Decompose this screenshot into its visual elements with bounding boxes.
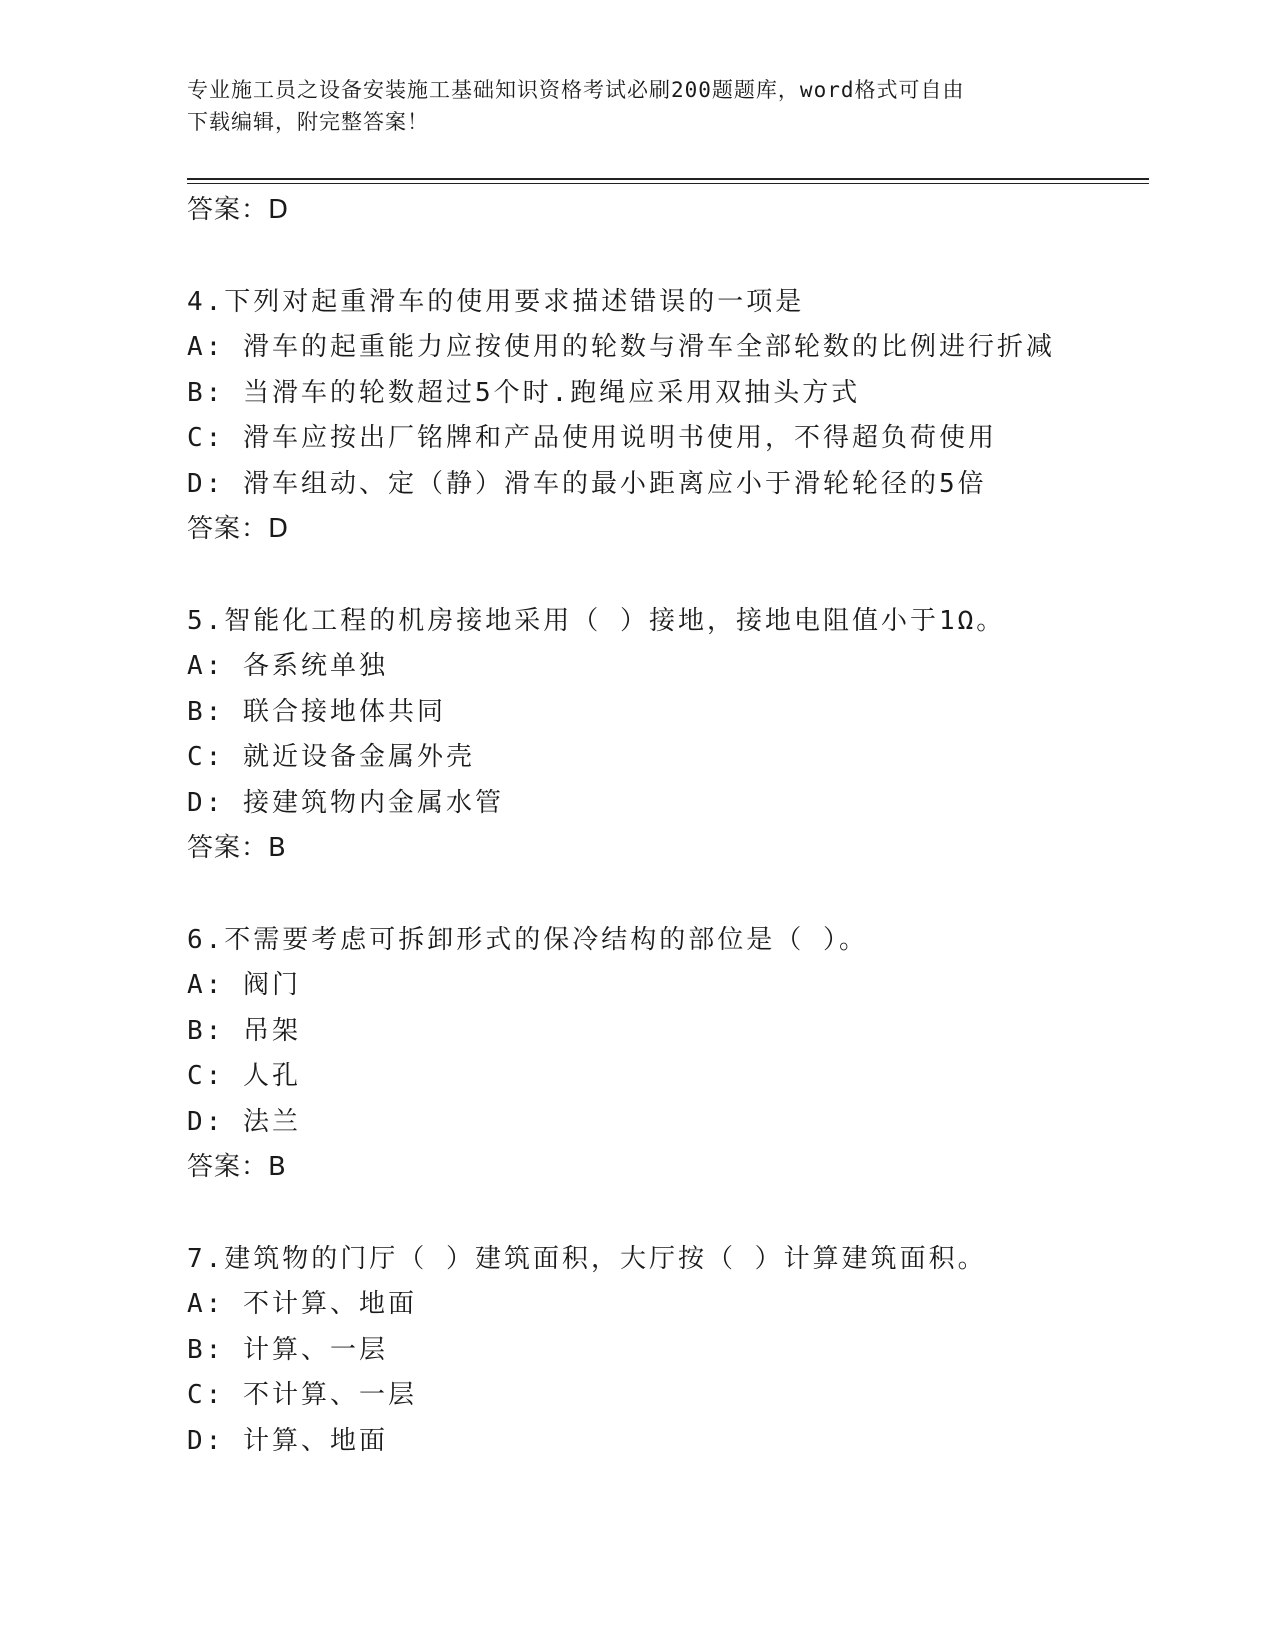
header-divider-thin — [187, 183, 1149, 184]
spacer — [187, 872, 1147, 918]
question-stem: 5.智能化工程的机房接地采用（ ）接地，接地电阻值小于1Ω。 — [187, 605, 1006, 636]
question-answer: 答案：B — [187, 833, 287, 863]
option-d: D: 滑车组动、定（静）滑车的最小距离应小于滑轮轮径的5倍 — [187, 468, 987, 499]
spacer — [187, 1191, 1147, 1237]
header-line-2: 下载编辑，附完整答案！ — [187, 110, 429, 134]
question-answer: 答案：D — [187, 514, 290, 544]
header-line-1: 专业施工员之设备安装施工基础知识资格考试必刷200题题库，word格式可自由 — [187, 78, 965, 102]
question-7 — [187, 1237, 1147, 1465]
option-c: C: 滑车应按出厂铭牌和产品使用说明书使用，不得超负荷使用 — [187, 423, 997, 453]
option-b: B: 计算、一层 — [187, 1334, 388, 1365]
option-c: C: 就近设备金属外壳 — [187, 742, 475, 772]
spacer — [187, 553, 1147, 599]
question-4 — [187, 280, 1147, 553]
option-d: D: 计算、地面 — [187, 1425, 388, 1456]
spacer — [187, 234, 1147, 280]
question-5 — [187, 599, 1147, 872]
question-stem: 6.不需要考虑可拆卸形式的保冷结构的部位是（ ）。 — [187, 924, 868, 955]
question-6 — [187, 918, 1147, 1191]
header-divider-thick — [187, 178, 1149, 180]
option-a: A: 不计算、地面 — [187, 1289, 417, 1319]
option-a: A: 阀门 — [187, 970, 301, 1000]
option-a: A: 滑车的起重能力应按使用的轮数与滑车全部轮数的比例进行折减 — [187, 332, 1055, 362]
question-list — [187, 188, 1147, 1464]
question-stem: 7.建筑物的门厅（ ）建筑面积，大厅按（ ）计算建筑面积。 — [187, 1243, 987, 1274]
option-b: B: 联合接地体共同 — [187, 696, 446, 727]
option-b: B: 吊架 — [187, 1015, 301, 1046]
previous-answer: 答案：D — [187, 195, 290, 225]
option-c: C: 不计算、一层 — [187, 1380, 417, 1410]
option-d: D: 法兰 — [187, 1106, 301, 1137]
question-answer: 答案：B — [187, 1152, 287, 1182]
option-a: A: 各系统单独 — [187, 651, 388, 681]
option-d: D: 接建筑物内金属水管 — [187, 787, 504, 818]
option-c: C: 人孔 — [187, 1061, 301, 1091]
document-header — [187, 74, 1087, 138]
question-stem: 4.下列对起重滑车的使用要求描述错误的一项是 — [187, 286, 805, 317]
option-b: B: 当滑车的轮数超过5个时.跑绳应采用双抽头方式 — [187, 377, 861, 408]
